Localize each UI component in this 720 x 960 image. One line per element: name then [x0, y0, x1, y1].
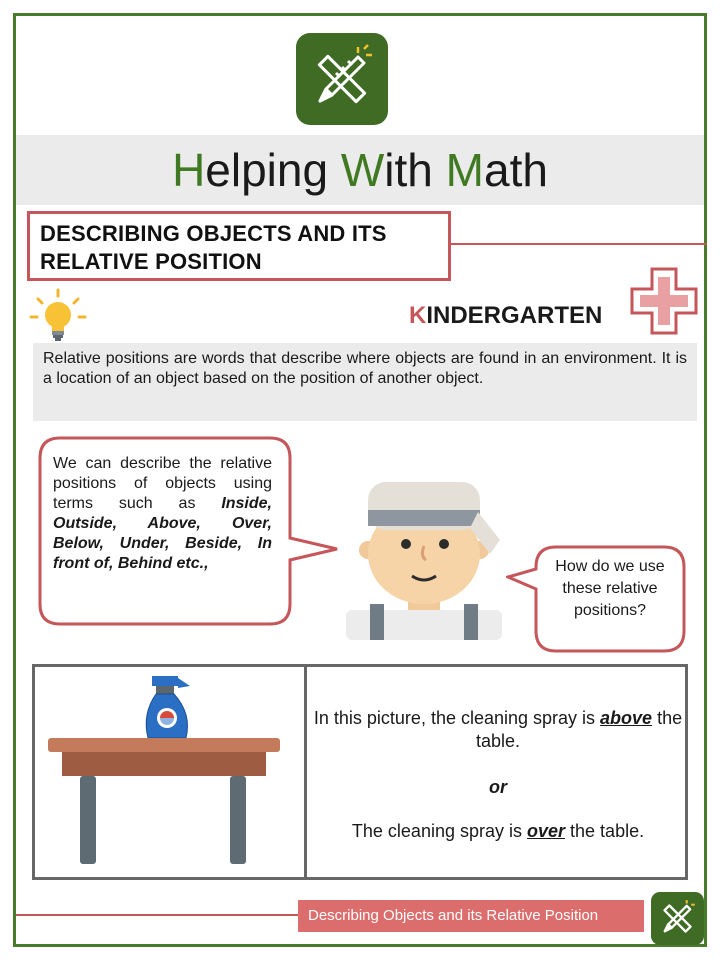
definition-band: [33, 343, 697, 421]
example-divider: [304, 664, 307, 880]
plus-sign-icon: [628, 265, 700, 342]
heading-rule: [451, 243, 707, 245]
speech-right-text: How do we use these relative positions?: [555, 558, 665, 619]
keyword-above: above: [600, 708, 653, 728]
teacher-avatar-icon: [340, 478, 520, 645]
speech-left-text: [53, 454, 272, 574]
logo: [296, 33, 388, 125]
example-sentence-over: [310, 821, 686, 842]
title-part: elping: [205, 144, 341, 196]
spray-bottle-on-table-icon: [40, 672, 300, 877]
heading-line-1: DESCRIBING OBJECTS AND ITS: [40, 221, 387, 246]
example-line1-pre: In this picture, the cleaning spray is: [313, 708, 601, 728]
grade-level: [409, 302, 602, 330]
crossed-pencil-ruler-icon: [296, 33, 388, 125]
relative-terms: Inside, Outside, Above, Over, Below, Under, Beside, In front of, Behind etc.,: [53, 495, 272, 572]
footer-rule: [16, 914, 300, 916]
footer-logo: [651, 892, 704, 945]
site-title: [16, 143, 704, 197]
speech-left-intro: We can describe the relative positions of objects using terms such as: [53, 455, 272, 512]
or-label: or: [489, 777, 507, 797]
definition-text: Relative positions are words that describe where objects are found in an environment. It is a location of an object based on the position of another object.: [43, 350, 687, 387]
keyword-over: over: [527, 821, 566, 841]
title-letter-w: W: [340, 144, 385, 196]
title-part: ith: [384, 144, 446, 196]
example-line2-post: the table.: [565, 821, 645, 841]
grade-rest: INDERGARTEN: [426, 302, 603, 329]
crossed-pencil-ruler-icon: [651, 892, 704, 945]
worksheet-heading: [27, 211, 451, 281]
title-part: ath: [483, 144, 548, 196]
grade-first-letter: K: [409, 302, 427, 329]
heading-line-2: RELATIVE POSITION: [40, 249, 262, 274]
footer-title: Describing Objects and its Relative Position: [298, 900, 644, 932]
example-line1-post: the table.: [475, 708, 683, 751]
example-line2-pre: The cleaning spray is: [351, 821, 527, 841]
title-letter-h: H: [172, 144, 206, 196]
title-letter-m: M: [445, 144, 484, 196]
example-sentence-above: [310, 707, 686, 753]
title-band: [16, 135, 704, 205]
